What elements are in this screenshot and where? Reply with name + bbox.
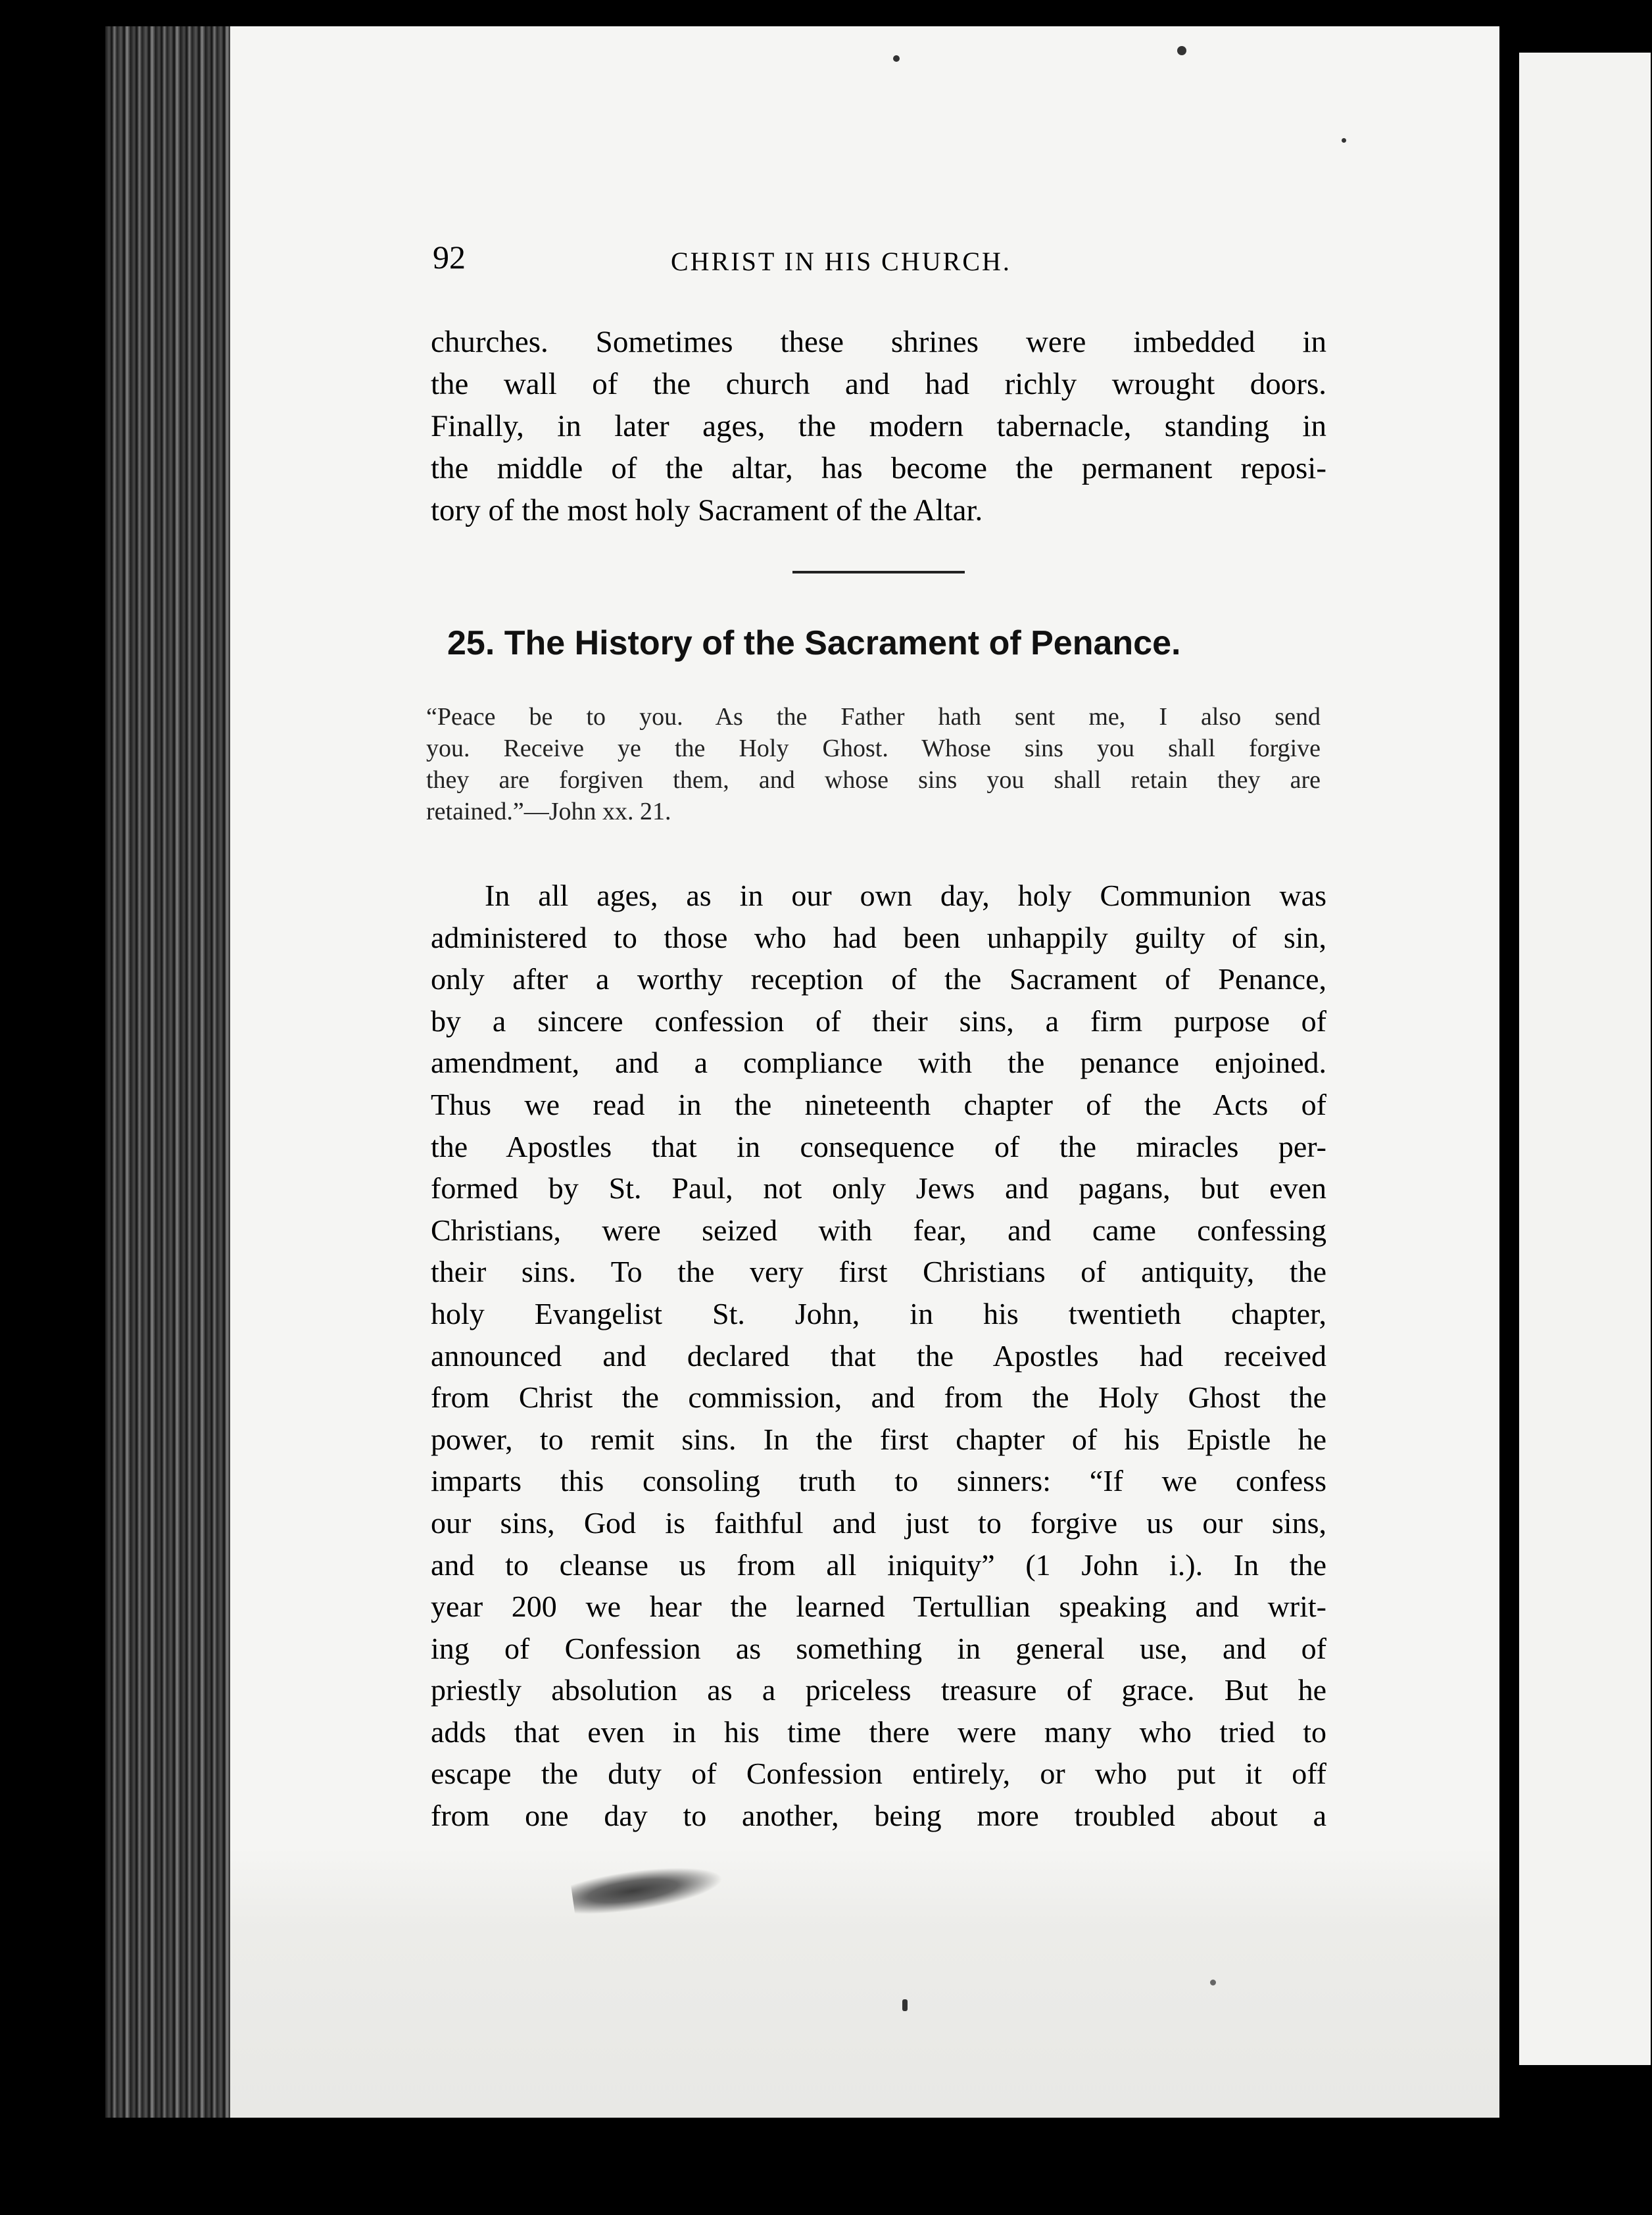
- text-line: by a sincere confession of their sins, a firm purpose of: [431, 1004, 1326, 1038]
- text-line: the wall of the church and had richly wrought doors.: [431, 367, 1326, 401]
- text-line: the middle of the altar, has become the permanent reposi-: [431, 451, 1326, 485]
- text-line: Finally, in later ages, the modern tabernacle, standing in: [431, 409, 1326, 443]
- text-line: Christians, were seized with fear, and came confessing: [431, 1213, 1326, 1247]
- epigraph-line: “Peace be to you. As the Father hath sent me, I also send: [426, 703, 1321, 731]
- print-speck: [1342, 138, 1346, 143]
- text-line: ing of Confession as something in general use, and of: [431, 1631, 1326, 1665]
- epigraph-line: you. Receive ye the Holy Ghost. Whose sins you shall forgive: [426, 735, 1321, 762]
- epigraph: [426, 701, 1321, 827]
- text-line: only after a worthy reception of the Sacrament of Penance,: [431, 962, 1326, 996]
- epigraph-line: retained.”—John xx. 21.: [426, 798, 671, 825]
- body-paragraph: [431, 875, 1326, 1837]
- text-line: and to cleanse us from all iniquity” (1 John i.). In the: [431, 1547, 1326, 1582]
- text-line: announced and declared that the Apostles had received: [431, 1338, 1326, 1373]
- print-speck: [1210, 1980, 1216, 1985]
- page-gutter: [1499, 26, 1519, 2118]
- text-line: formed by St. Paul, not only Jews and pagans, but even: [431, 1171, 1326, 1205]
- text-line: churches. Sometimes these shrines were imbedded in: [431, 325, 1326, 359]
- text-line: In all ages, as in our own day, holy Communion was: [485, 879, 1326, 912]
- book-page-edges: [105, 26, 230, 2118]
- facing-page-edge: [1519, 53, 1651, 2065]
- text-line: year 200 we hear the learned Tertullian speaking and writ-: [431, 1590, 1326, 1624]
- text-line: from Christ the commission, and from the Holy Ghost the: [431, 1380, 1326, 1415]
- epigraph-line: they are forgiven them, and whose sins you shall retain they are: [426, 766, 1321, 794]
- text-line: adds that even in his time there were many who tried to: [431, 1715, 1326, 1749]
- text-line: escape the duty of Confession entirely, or who put it off: [431, 1757, 1326, 1791]
- text-line: imparts this consoling truth to sinners: “If we confess: [431, 1464, 1326, 1498]
- section-divider: [792, 571, 965, 573]
- print-speck: [902, 1999, 908, 2011]
- print-speck: [893, 55, 900, 62]
- page-number: 92: [433, 239, 466, 276]
- text-line: Thus we read in the nineteenth chapter of the Acts of: [431, 1087, 1326, 1121]
- text-line: their sins. To the very first Christians of antiquity, the: [431, 1255, 1326, 1289]
- text-line: holy Evangelist St. John, in his twentieth chapter,: [431, 1296, 1326, 1330]
- running-title: CHRIST IN HIS CHURCH.: [671, 247, 1011, 276]
- text-line: amendment, and a compliance with the penance enjoined.: [431, 1046, 1326, 1080]
- text-line: from one day to another, being more troubled about a: [431, 1799, 1326, 1833]
- text-line: the Apostles that in consequence of the miracles per-: [431, 1129, 1326, 1163]
- print-speck: [1177, 46, 1186, 55]
- running-head: [433, 238, 1321, 284]
- page-bottom-shading: [230, 1848, 1499, 2118]
- text-line: our sins, God is faithful and just to forgive us our sins,: [431, 1505, 1326, 1540]
- continuation-paragraph: [431, 321, 1326, 531]
- text-line: priestly absolution as a priceless treasure of grace. But he: [431, 1673, 1326, 1707]
- section-heading: 25. The History of the Sacrament of Penance.: [447, 624, 1181, 662]
- text-line: administered to those who had been unhappily guilty of sin,: [431, 920, 1326, 954]
- text-line: power, to remit sins. In the first chapter of his Epistle he: [431, 1422, 1326, 1456]
- text-line: tory of the most holy Sacrament of the Altar.: [431, 493, 983, 527]
